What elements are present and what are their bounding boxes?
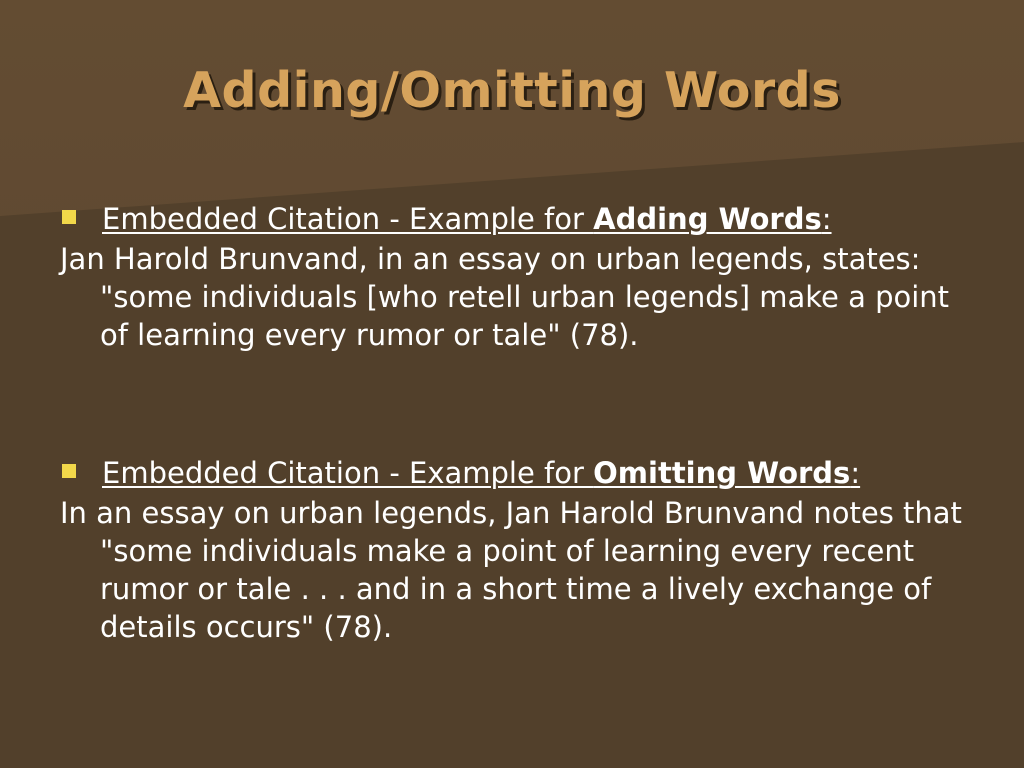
- example-paragraph-omitting: In an essay on urban legends, Jan Harold Brunvand notes that "some individuals make a point of learning every recent rumor or tale . . . and in a short time a lively exchange of details occurs" (78).: [60, 496, 962, 644]
- bullet-item-adding: [62, 200, 980, 238]
- heading-suffix: :: [821, 202, 832, 236]
- heading-prefix: Embedded Citation - Example for: [102, 202, 594, 236]
- slide-title: Adding/Omitting Words: [183, 62, 841, 119]
- slide-content: [60, 200, 980, 646]
- example-paragraph-adding: Jan Harold Brunvand, in an essay on urban legends, states: "some individuals [who retell urban legends] make a point of learning every rumor or tale" (78).: [60, 242, 950, 352]
- square-bullet-icon: [62, 210, 76, 224]
- heading-prefix: Embedded Citation - Example for: [102, 456, 594, 490]
- bullet-heading-adding: [102, 200, 832, 238]
- spacer: [60, 354, 980, 454]
- square-bullet-icon: [62, 464, 76, 478]
- heading-bold: Adding Words: [593, 202, 822, 236]
- bullet-item-omitting: [62, 454, 980, 492]
- heading-suffix: :: [850, 456, 861, 490]
- heading-bold: Omitting Words: [593, 456, 851, 490]
- bullet-heading-omitting: [102, 454, 860, 492]
